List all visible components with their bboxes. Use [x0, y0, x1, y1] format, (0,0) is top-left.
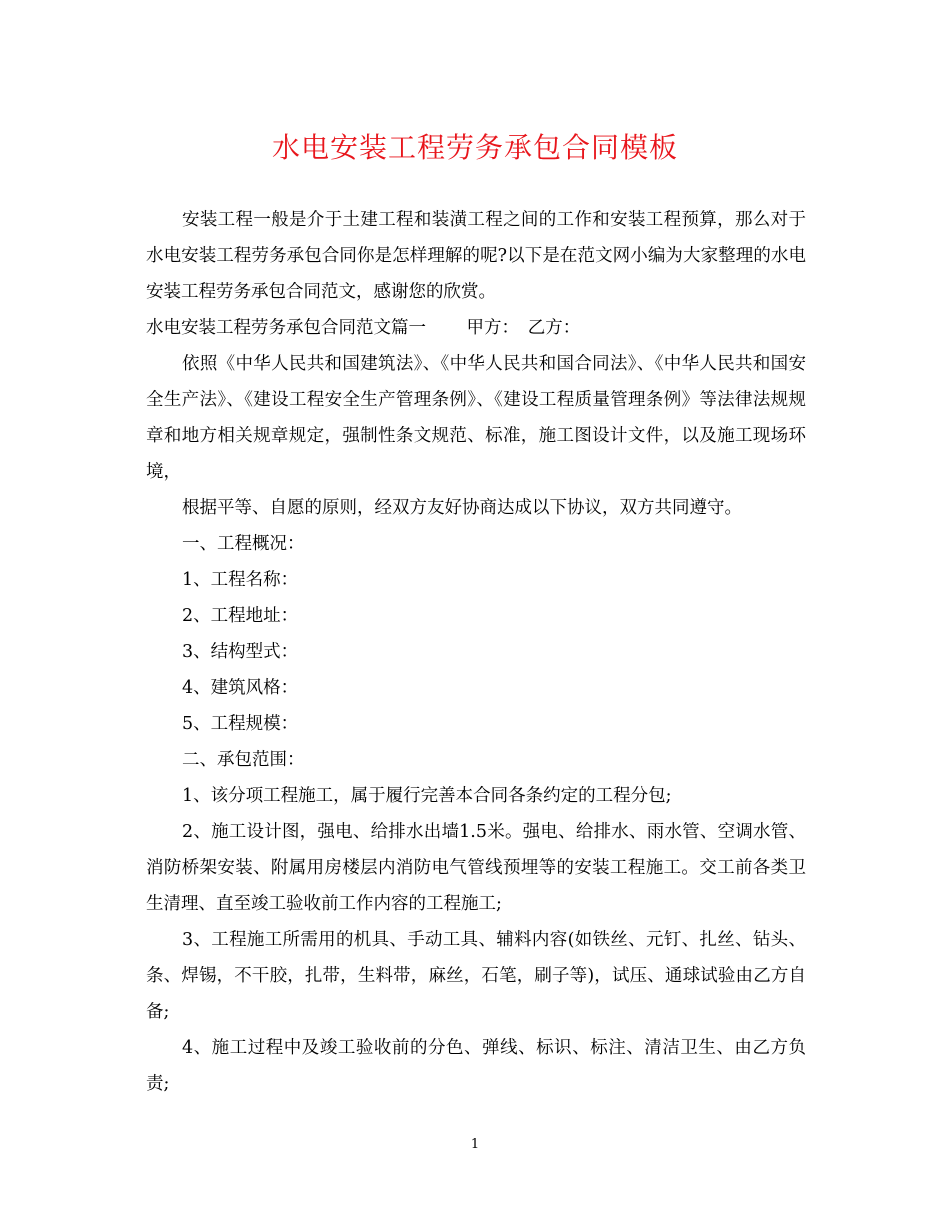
list-item: 5、工程规模： — [182, 714, 299, 734]
list-item: 3、工程施工所需用的机具、手动工具、辅料内容(如铁丝、元钉、扎丝、钻头、条、焊锡，不干胶，扎带，生料带，麻丝，石笔，刷子等)，试压、通球试验由乙方自备; — [146, 930, 806, 1022]
paragraph: 依照《中华人民共和国建筑法》、《中华人民共和国合同法》、《中华人民共和国安全生产法》、《建设工程安全生产管理条例》、《建设工程质量管理条例》等法律法规规章和地方相关规章规定，强制性条文规范、标准，施工图设计文件，以及施工现场环境， — [146, 354, 806, 482]
list-item: 4、施工过程中及竣工验收前的分色、弹线、标识、标注、清洁卫生、由乙方负责; — [146, 1038, 806, 1094]
list-item: 3、结构型式： — [182, 642, 299, 662]
list-item: 4、建筑风格： — [182, 678, 299, 698]
section-heading: 二、承包范围： — [182, 750, 305, 770]
list-item: 1、该分项工程施工，属于履行完善本合同各条约定的工程分包; — [182, 786, 672, 806]
section-heading: 一、工程概况： — [182, 534, 305, 554]
document-title: 水电安装工程劳务承包合同模板 — [271, 131, 678, 164]
paragraph: 水电安装工程劳务承包合同范文篇一 甲方： 乙方： — [146, 318, 581, 338]
list-item: 2、工程地址： — [182, 606, 299, 626]
document-body — [146, 202, 806, 1102]
paragraph: 安装工程一般是介于土建工程和装潢工程之间的工作和安装工程预算，那么对于水电安装工程劳务承包合同你是怎样理解的呢?以下是在范文网小编为大家整理的水电安装工程劳务承包合同范文，感谢您的欣赏。 — [146, 210, 806, 302]
list-item: 1、工程名称： — [182, 570, 299, 590]
page-number: 1 — [470, 1137, 480, 1152]
list-item: 2、施工设计图，强电、给排水出墙1.5米。强电、给排水、雨水管、空调水管、消防桥架安装、附属用房楼层内消防电气管线预埋等的安装工程施工。交工前各类卫生清理、直至竣工验收前工作内容的工程施工; — [146, 822, 806, 914]
paragraph: 根据平等、自愿的原则，经双方友好协商达成以下协议，双方共同遵守。 — [182, 498, 742, 518]
